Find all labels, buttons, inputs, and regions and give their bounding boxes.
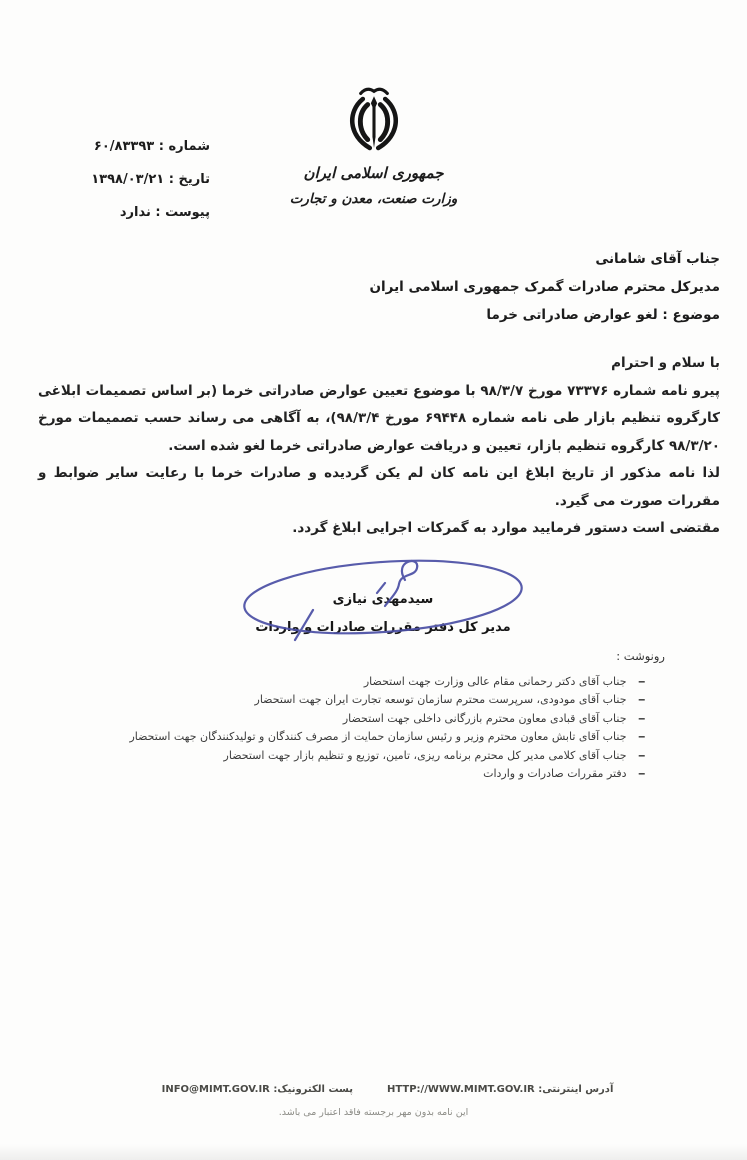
recipient-name: جناب آقای شامانی: [595, 251, 720, 267]
cc-item: [129, 747, 644, 765]
letter-body: [38, 350, 720, 543]
letterhead-ministry: وزارت صنعت، معدن و تجارت: [289, 191, 458, 207]
signature-block: [233, 550, 533, 655]
body-paragraph-1: پیرو نامه شماره ۷۳۳۷۶ مورخ ۹۸/۳/۷ با موضوع تعیین عوارض صادراتی خرما (بر اساس تصمیمات ابلاغی کارگروه تنظیم بازار طی نامه شماره ۶۹۴۴۸ مورخ ۹۸/۳/۴)، به آگاهی می رساند حسب تصمیمات مورخ ۹۸/۳/۲۰ کارگروه تنظیم بازار، تعیین و دریافت عوارض صادراتی خرما لغو شده است.: [38, 382, 720, 454]
body-paragraph-2: لذا نامه مذکور از تاریخ ابلاغ این نامه کان لم یکن گردیده و صادرات خرما با رعایت سایر ضوابط و مقررات صورت می گیرد.: [38, 465, 720, 509]
number-label: شماره :: [158, 139, 210, 154]
cc-item: [129, 691, 644, 709]
cc-list: [129, 673, 644, 783]
dash-bullet-icon: –: [637, 693, 646, 707]
dash-bullet-icon: –: [637, 675, 646, 688]
salutation: با سلام و احترام: [611, 355, 720, 371]
date-label: تاریخ :: [168, 172, 210, 187]
letter-meta-block: [38, 130, 210, 229]
dash-bullet-icon: –: [637, 748, 646, 762]
cc-item: [129, 710, 644, 728]
cc-item-text: جناب آقای دکتر رحمانی مقام عالی وزارت جهت استحضار: [363, 675, 627, 688]
body-paragraph-3: مقتضی است دستور فرمایید موارد به گمرکات اجرایی ابلاغ گردد.: [292, 520, 720, 536]
cc-item-text: جناب آقای کلامی مدیر کل محترم برنامه ریزی، تامین، توزیع و تنظیم بازار جهت استحضار: [223, 748, 627, 762]
letterhead: [244, 82, 504, 207]
handwritten-signature-icon: [233, 550, 533, 655]
iran-national-emblem-icon: [339, 82, 409, 162]
signer-title: مدیر کل دفتر مقررات صادرات و واردات: [255, 620, 511, 635]
cc-item-text: جناب آقای مودودی، سرپرست محترم سازمان توسعه تجارت ایران جهت استحضار: [254, 693, 627, 707]
dash-bullet-icon: –: [637, 730, 646, 744]
recipient-title: مدیرکل محترم صادرات گمرک جمهوری اسلامی ایران: [369, 279, 720, 295]
number-value: ۶۰/۸۳۳۹۳: [93, 139, 155, 154]
website-label: آدرس اینترنتی:: [538, 1084, 614, 1095]
letter-date: [38, 163, 210, 196]
footer-email: [162, 1084, 353, 1095]
attachment-value: ندارد: [119, 205, 151, 220]
email-label: پست الکترونیک:: [273, 1084, 353, 1095]
cc-item-text: جناب آقای تابش معاون محترم وزیر و رئیس سازمان حمایت از مصرف کنندگان و تولیدکنندگان جهت استحضار: [129, 730, 627, 744]
cc-heading: رونوشت :: [616, 649, 665, 663]
footer-validity-note: این نامه بدون مهر برجسته فاقد اعتبار می باشد.: [278, 1107, 469, 1118]
dash-bullet-icon: –: [637, 711, 646, 725]
letter-attachment: [38, 196, 210, 229]
letter-number: [38, 130, 210, 163]
footer-contact-line: [14, 1084, 747, 1095]
cc-item: [129, 728, 644, 746]
website-url: HTTP://WWW.MIMT.GOV.IR: [386, 1084, 535, 1095]
letter-subject: موضوع : لغو عوارض صادراتی خرما: [486, 307, 720, 323]
cc-item: [129, 673, 644, 691]
cc-item-text: دفتر مقررات صادرات و واردات: [483, 767, 627, 781]
cc-item: [129, 765, 644, 783]
recipient-block: [370, 245, 720, 329]
letterhead-republic: جمهوری اسلامی ایران: [303, 164, 444, 182]
cc-item-text: جناب آقای قبادی معاون محترم بازرگانی داخلی جهت استحضار: [342, 711, 627, 725]
attachment-label: پیوست :: [155, 205, 210, 220]
footer-website: [387, 1084, 613, 1095]
date-value: ۱۳۹۸/۰۳/۲۱: [91, 172, 165, 187]
dash-bullet-icon: –: [637, 767, 646, 781]
email-address: INFO@MIMT.GOV.IR: [161, 1084, 270, 1095]
signer-name: سیدمهدی نیازی: [332, 592, 434, 607]
